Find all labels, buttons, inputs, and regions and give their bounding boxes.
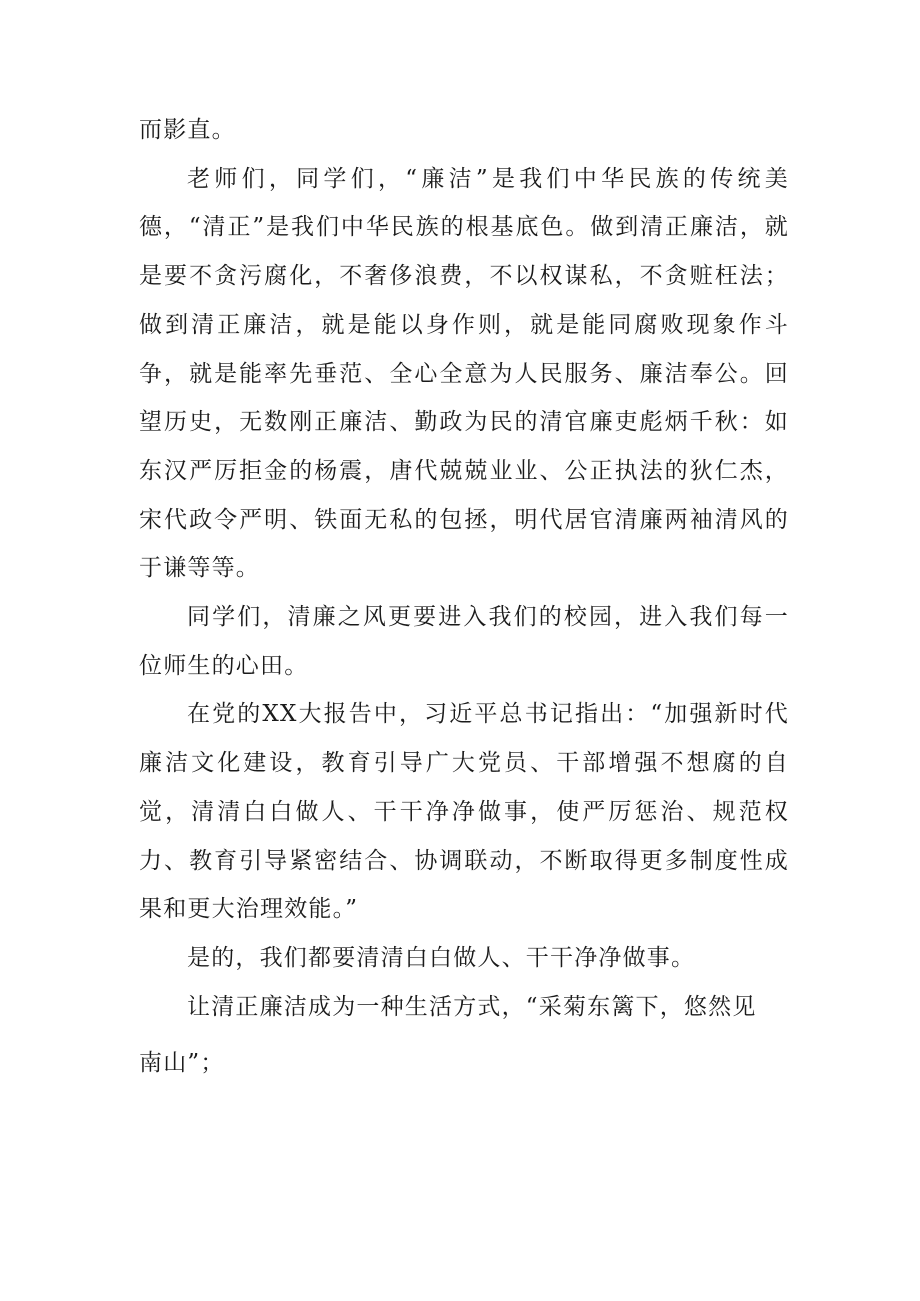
document-body	[139, 106, 789, 1088]
paragraph-4: 在党的XX大报告中，习近平总书记指出：“加强新时代廉洁文化建设，教育引导广大党员、干部增强不想腐的自觉，清清白白做人、干干净净做事，使严厉惩治、规范权力、教育引导紧密结合、协调联动，不断取得更多制度性成果和更大治理效能。”	[139, 701, 789, 923]
paragraph-1: 而影直。	[139, 117, 236, 143]
paragraph-3: 同学们，清廉之风更要进入我们的校园，进入我们每一位师生的心田。	[139, 604, 789, 679]
paragraph-6: 让清正廉洁成为一种生活方式，“采菊东篱下，悠然见	[187, 993, 757, 1020]
paragraph-2: 老师们，同学们，“廉洁”是我们中华民族的传统美德，“清正”是我们中华民族的根基底色。做到清正廉洁，就是要不贪污腐化，不奢侈浪费，不以权谋私，不贪赃枉法；做到清正廉洁，就是能以身作则，就是能同腐败现象作斗争，就是能率先垂范、全心全意为人民服务、廉洁奉公。回望历史，无数刚正廉洁、勤政为民的清官廉吏彪炳千秋：如东汉严厉拒金的杨震，唐代兢兢业业、公正执法的狄仁杰，宋代政令严明、铁面无私的包拯，明代居官清廉两袖清风的于谦等等。	[139, 165, 789, 582]
paragraph-7: 南山”；	[139, 1050, 225, 1077]
paragraph-5: 是的，我们都要清清白白做人、干干净净做事。	[187, 944, 696, 971]
